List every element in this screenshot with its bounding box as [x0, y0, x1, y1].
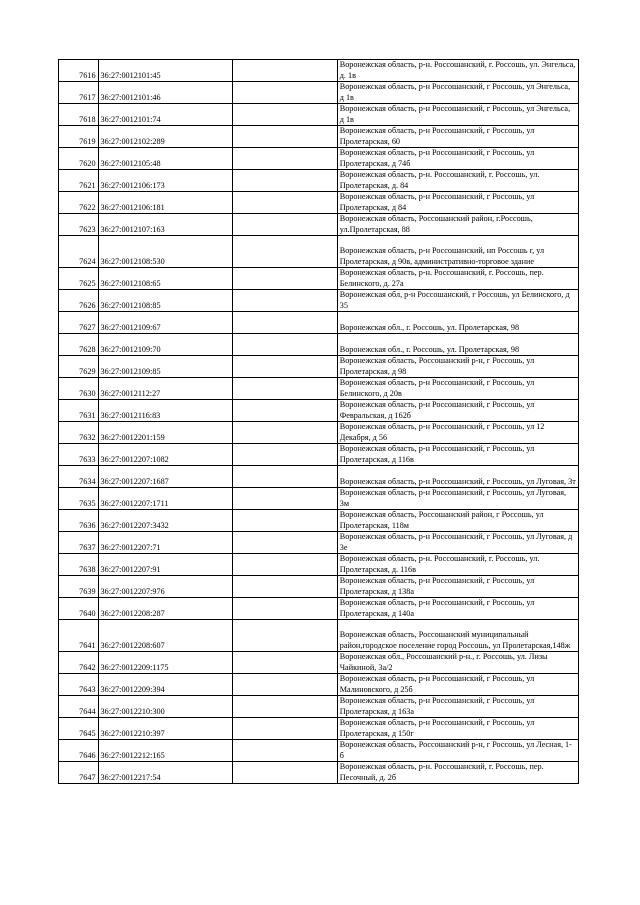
table-row	[59, 356, 579, 378]
row-number-cell: 7642	[59, 652, 99, 674]
empty-cell	[233, 334, 337, 356]
address-cell: Воронежская обл., г. Россошь, ул. Пролетарская, 98	[337, 312, 578, 334]
address-cell: Воронежская область, Россошанский р-н, г Россошь, ул Пролетарская, д 98	[337, 356, 578, 378]
empty-cell	[233, 718, 337, 740]
table-row	[59, 444, 579, 466]
empty-cell	[233, 400, 337, 422]
row-number-cell: 7641	[59, 620, 99, 652]
cadastral-number-cell: 36:27:0012207:91	[98, 554, 233, 576]
address-cell: Воронежская область, р-н. Россошанский, г. Россошь, ул. Пролетарская, д. 84	[337, 170, 578, 192]
row-number-cell: 7628	[59, 334, 99, 356]
row-number-cell: 7640	[59, 598, 99, 620]
address-cell: Воронежская область, Россошанский муниципальный район,городское поселение город Россошь, ул Пролетарская,148ж	[337, 620, 578, 652]
table-row	[59, 290, 579, 312]
cadastral-number-cell: 36:27:0012217:54	[98, 762, 233, 784]
row-number-cell: 7621	[59, 170, 99, 192]
row-number-cell: 7620	[59, 148, 99, 170]
table-row	[59, 532, 579, 554]
table-row	[59, 268, 579, 290]
cadastral-number-cell: 36:27:0012108:85	[98, 290, 233, 312]
cadastral-number-cell: 36:27:0012207:1711	[98, 488, 233, 510]
row-number-cell: 7632	[59, 422, 99, 444]
address-cell: Воронежская область, р-н Россошанский, г Россошь, ул Пролетарская, 60	[337, 126, 578, 148]
address-cell: Воронежская область, р-н Россошанский, г Россошь, ул Пролетарская, д 138а	[337, 576, 578, 598]
table-row	[59, 148, 579, 170]
empty-cell	[233, 82, 337, 104]
table-row	[59, 674, 579, 696]
cadastral-number-cell: 36:27:0012102:289	[98, 126, 233, 148]
row-number-cell: 7644	[59, 696, 99, 718]
empty-cell	[233, 126, 337, 148]
row-number-cell: 7618	[59, 104, 99, 126]
cadastral-number-cell: 36:27:0012106:181	[98, 192, 233, 214]
empty-cell	[233, 268, 337, 290]
table-row	[59, 214, 579, 236]
row-number-cell: 7630	[59, 378, 99, 400]
empty-cell	[233, 148, 337, 170]
row-number-cell: 7631	[59, 400, 99, 422]
table-row	[59, 400, 579, 422]
empty-cell	[233, 356, 337, 378]
cadastral-number-cell: 36:27:0012207:976	[98, 576, 233, 598]
address-cell: Воронежская область, р-н Россошанский, г Россошь, ул Пролетарская, д 150г	[337, 718, 578, 740]
address-cell: Воронежская область, р-н Россошанский, г Россошь, ул Луговая, 3т	[337, 466, 578, 488]
cadastral-number-cell: 36:27:0012109:70	[98, 334, 233, 356]
cadastral-number-cell: 36:27:0012109:67	[98, 312, 233, 334]
cadastral-number-cell: 36:27:0012116:83	[98, 400, 233, 422]
table-row	[59, 510, 579, 532]
row-number-cell: 7638	[59, 554, 99, 576]
row-number-cell: 7617	[59, 82, 99, 104]
cadastral-number-cell: 36:27:0012209:394	[98, 674, 233, 696]
empty-cell	[233, 444, 337, 466]
address-cell: Воронежская область, р-н Россошанский, нп Россошь г, ул Пролетарская, д 90в, административно-торговое здание	[337, 236, 578, 268]
table-row	[59, 312, 579, 334]
table-row	[59, 652, 579, 674]
table-row	[59, 598, 579, 620]
empty-cell	[233, 576, 337, 598]
address-cell: Воронежская область, Россошанский р-н, г Россошь, ул Лесная, 1-б	[337, 740, 578, 762]
registry-table	[58, 59, 579, 784]
table-row	[59, 82, 579, 104]
row-number-cell: 7634	[59, 466, 99, 488]
address-cell: Воронежская область, р-н. Россошанский, г. Россошь, ул. Пролетарская, д. 116в	[337, 554, 578, 576]
cadastral-number-cell: 36:27:0012109:85	[98, 356, 233, 378]
address-cell: Воронежская область, р-н. Россошанский, г. Россошь, пер. Белинского, д. 27а	[337, 268, 578, 290]
address-cell: Воронежская область, р-н Россошанский, г Россошь, ул Пролетарская, д 163а	[337, 696, 578, 718]
cadastral-number-cell: 36:27:0012210:397	[98, 718, 233, 740]
empty-cell	[233, 170, 337, 192]
address-cell: Воронежская область, р-н Россошанский, г Россошь, ул Пролетарская, д 84	[337, 192, 578, 214]
empty-cell	[233, 214, 337, 236]
table-row	[59, 126, 579, 148]
row-number-cell: 7647	[59, 762, 99, 784]
address-cell: Воронежская область, р-н Россошанский, г Россошь, ул Белинского, д 20в	[337, 378, 578, 400]
row-number-cell: 7627	[59, 312, 99, 334]
empty-cell	[233, 378, 337, 400]
row-number-cell: 7637	[59, 532, 99, 554]
cadastral-number-cell: 36:27:0012210:300	[98, 696, 233, 718]
table-row	[59, 718, 579, 740]
address-cell: Воронежская область, Россошанский район, г Россошь, ул Пролетарская, 118м	[337, 510, 578, 532]
table-row	[59, 378, 579, 400]
address-cell: Воронежская область, р-н Россошанский, г Россошь, ул Февральская, д 162б	[337, 400, 578, 422]
table-row	[59, 422, 579, 444]
cadastral-number-cell: 36:27:0012108:530	[98, 236, 233, 268]
empty-cell	[233, 104, 337, 126]
table-row	[59, 334, 579, 356]
cadastral-number-cell: 36:27:0012112:27	[98, 378, 233, 400]
row-number-cell: 7643	[59, 674, 99, 696]
empty-cell	[233, 554, 337, 576]
address-cell: Воронежская область, р-н Россошанский, г Россошь, ул Луговая, 3м	[337, 488, 578, 510]
address-cell: Воронежская область, Россошанский район, г.Россошь, ул.Пролетарская, 88	[337, 214, 578, 236]
table-row	[59, 576, 579, 598]
table-row	[59, 236, 579, 268]
table-row	[59, 696, 579, 718]
address-cell: Воронежская область, р-н Россошанский, г Россошь, ул Энгельса, д 1в	[337, 104, 578, 126]
row-number-cell: 7629	[59, 356, 99, 378]
empty-cell	[233, 532, 337, 554]
address-cell: Воронежская обл., г. Россошь, ул. Пролетарская, 98	[337, 334, 578, 356]
address-cell: Воронежская область, р-н Россошанский, г Россошь, ул 12 Декабря, д 56	[337, 422, 578, 444]
cadastral-number-cell: 36:27:0012207:1082	[98, 444, 233, 466]
address-cell: Воронежская область, р-н. Россошанский, г. Россошь, пер. Песочный, д. 2б	[337, 762, 578, 784]
cadastral-number-cell: 36:27:0012101:45	[98, 60, 233, 82]
cadastral-number-cell: 36:27:0012107:163	[98, 214, 233, 236]
address-cell: Воронежская область, р-н Россошанский, г Россошь, ул Пролетарская, д 74б	[337, 148, 578, 170]
empty-cell	[233, 192, 337, 214]
table-row	[59, 554, 579, 576]
cadastral-number-cell: 36:27:0012108:65	[98, 268, 233, 290]
table-row	[59, 740, 579, 762]
row-number-cell: 7633	[59, 444, 99, 466]
empty-cell	[233, 422, 337, 444]
row-number-cell: 7623	[59, 214, 99, 236]
empty-cell	[233, 674, 337, 696]
table-row	[59, 466, 579, 488]
cadastral-number-cell: 36:27:0012207:3432	[98, 510, 233, 532]
address-cell: Воронежская область, р-н. Россошанский, г. Россошь, ул. Энгельса, д. 1в	[337, 60, 578, 82]
empty-cell	[233, 762, 337, 784]
table-row	[59, 170, 579, 192]
row-number-cell: 7622	[59, 192, 99, 214]
table-row	[59, 762, 579, 784]
table-row	[59, 488, 579, 510]
empty-cell	[233, 696, 337, 718]
cadastral-number-cell: 36:27:0012207:1687	[98, 466, 233, 488]
row-number-cell: 7619	[59, 126, 99, 148]
cadastral-number-cell: 36:27:0012101:46	[98, 82, 233, 104]
cadastral-number-cell: 36:27:0012106:173	[98, 170, 233, 192]
table-row	[59, 192, 579, 214]
empty-cell	[233, 620, 337, 652]
address-cell: Воронежская область, р-н Россошанский, г Россошь, ул Пролетарская, д 140а	[337, 598, 578, 620]
empty-cell	[233, 312, 337, 334]
row-number-cell: 7645	[59, 718, 99, 740]
empty-cell	[233, 60, 337, 82]
empty-cell	[233, 488, 337, 510]
cadastral-number-cell: 36:27:0012105:48	[98, 148, 233, 170]
address-cell: Воронежская обл., Россошанский р-н., г. Россошь, ул. Лизы Чайкиной, 3а/2	[337, 652, 578, 674]
row-number-cell: 7625	[59, 268, 99, 290]
row-number-cell: 7635	[59, 488, 99, 510]
cadastral-number-cell: 36:27:0012208:287	[98, 598, 233, 620]
table-row	[59, 620, 579, 652]
cadastral-number-cell: 36:27:0012201:159	[98, 422, 233, 444]
empty-cell	[233, 290, 337, 312]
address-cell: Воронежская обл, р-н Россошанский, г Россошь, ул Белинского, д 35	[337, 290, 578, 312]
empty-cell	[233, 466, 337, 488]
table-row	[59, 104, 579, 126]
cadastral-number-cell: 36:27:0012212:165	[98, 740, 233, 762]
cadastral-number-cell: 36:27:0012208:607	[98, 620, 233, 652]
registry-table-body	[59, 60, 579, 784]
address-cell: Воронежская область, р-н Россошанский, г Россошь, ул Энгельса, д 1в	[337, 82, 578, 104]
empty-cell	[233, 236, 337, 268]
row-number-cell: 7646	[59, 740, 99, 762]
row-number-cell: 7616	[59, 60, 99, 82]
table-row	[59, 60, 579, 82]
cadastral-number-cell: 36:27:0012101:74	[98, 104, 233, 126]
row-number-cell: 7624	[59, 236, 99, 268]
address-cell: Воронежская область, р-н Россошанский, г Россошь, ул Пролетарская, д 116в	[337, 444, 578, 466]
empty-cell	[233, 510, 337, 532]
cadastral-number-cell: 36:27:0012209:1175	[98, 652, 233, 674]
empty-cell	[233, 598, 337, 620]
address-cell: Воронежская область, р-н Россошанский, г Россошь, ул Луговая, д 3е	[337, 532, 578, 554]
row-number-cell: 7636	[59, 510, 99, 532]
row-number-cell: 7626	[59, 290, 99, 312]
address-cell: Воронежская область, р-н Россошанский, г Россошь, ул Малиновского, д 25б	[337, 674, 578, 696]
cadastral-number-cell: 36:27:0012207:71	[98, 532, 233, 554]
row-number-cell: 7639	[59, 576, 99, 598]
empty-cell	[233, 652, 337, 674]
empty-cell	[233, 740, 337, 762]
